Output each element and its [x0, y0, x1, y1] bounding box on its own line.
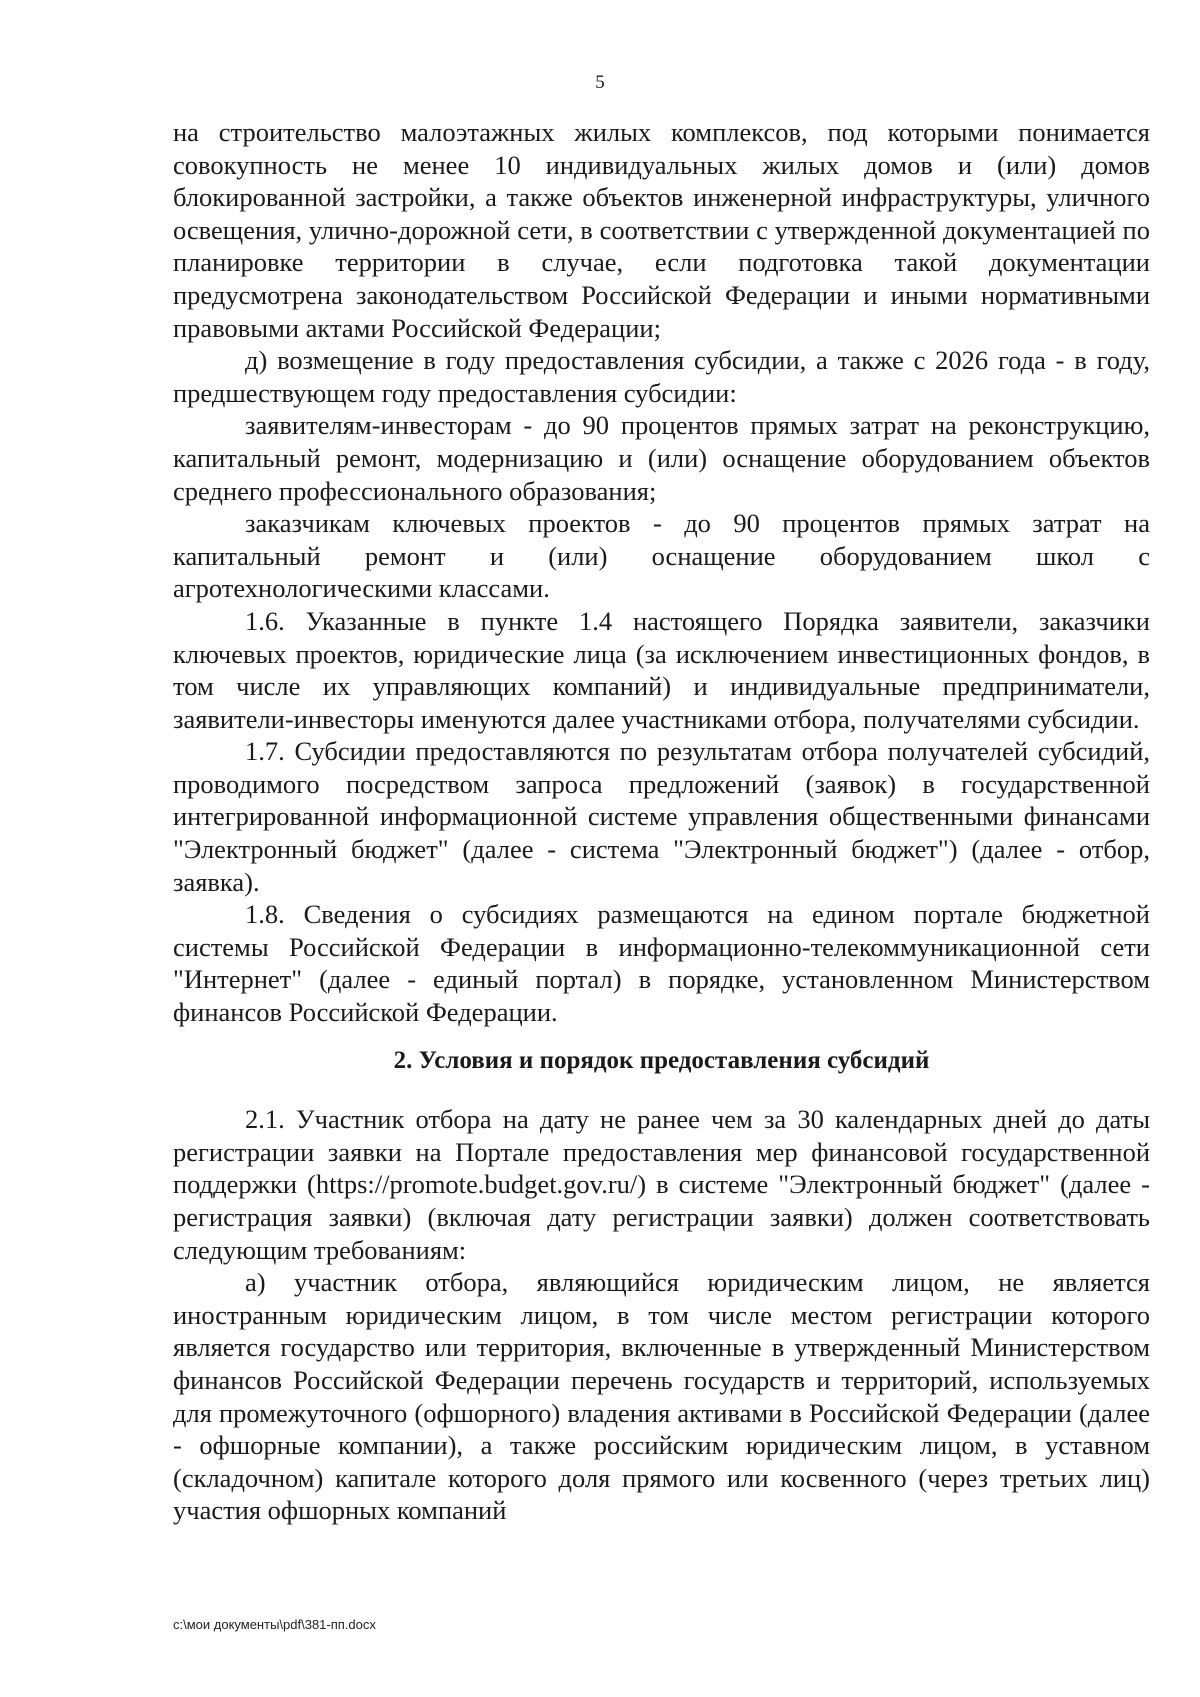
paragraph-2-1: 2.1. Участник отбора на дату не ранее чем за 30 календарных дней до даты регистрации заявки на Портале предоставления мер финансовой государственной поддержки (https://promote.budget.gov.ru/) в системе "Электронный бюджет" (далее - регистрация заявки) (включая дату регистрации заявки) должен соответствовать следующим требованиям:	[173, 1104, 1150, 1265]
document-body	[173, 116, 1150, 1527]
paragraph-1-7: 1.7. Субсидии предоставляются по результатам отбора получателей субсидий, проводимого посредством запроса предложений (заявок) в государственной интегрированной информационной системе управления общественными финансами "Электронный бюджет" (далее - система "Электронный бюджет") (далее - отбор, заявка).	[173, 736, 1150, 897]
paragraph-item-a: а) участник отбора, являющийся юридическим лицом, не является иностранным юридическим лицом, в том числе местом регистрации которого является государство или территория, включенные в утвержденный Министерством финансов Российской Федерации перечень государств и территорий, используемых для промежуточного (офшорного) владения активами в Российской Федерации (далее - офшорные компании), а также российским юридическим лицом, в уставном (складочном) капитале которого доля прямого или косвенного (через третьих лиц) участия офшорных компаний	[173, 1267, 1150, 1526]
paragraph-construction-continuation: на строительство малоэтажных жилых комплексов, под которыми понимается совокупность не менее 10 индивидуальных жилых домов и (или) домов блокированной застройки, а также объектов инженерной инфраструктуры, уличного освещения, улично-дорожной сети, в соответствии с утвержденной документацией по планировке территории в случае, если подготовка такой документации предусмотрена законодательством Российской Федерации и иными нормативными правовыми актами Российской Федерации;	[173, 117, 1150, 343]
page-number: 5	[595, 72, 605, 93]
section-heading: 2. Условия и порядок предоставления субсидий	[393, 1046, 930, 1074]
paragraph-1-6: 1.6. Указанные в пункте 1.4 настоящего Порядка заявители, заказчики ключевых проектов, юридические лица (за исключением инвестиционных фондов, в том числе их управляющих компаний) и индивидуальные предприниматели, заявители-инвесторы именуются далее участниками отбора, получателями субсидии.	[173, 605, 1150, 734]
paragraph-1-8: 1.8. Сведения о субсидиях размещаются на едином портале бюджетной системы Российской Федерации в информационно-телекоммуникационной сети "Интернет" (далее - единый портал) в порядке, установленном Министерством финансов Российской Федерации.	[173, 899, 1150, 1028]
footer-file-path: c:\мои документы\pdf\381-пп.docx	[173, 1617, 376, 1632]
heading-spacer	[173, 1077, 1150, 1103]
paragraph-investors: заявителям-инвесторам - до 90 процентов прямых затрат на реконструкцию, капитальный ремонт, модернизацию и (или) оснащение оборудованием объектов среднего профессионального образования;	[173, 410, 1150, 506]
paragraph-item-d: д) возмещение в году предоставления субсидии, а также с 2026 года - в году, предшествующем году предоставления субсидии:	[173, 345, 1150, 408]
paragraph-key-projects: заказчикам ключевых проектов - до 90 процентов прямых затрат на капитальный ремонт и (или) оснащение оборудованием школ с агротехнологическими классами.	[173, 508, 1150, 604]
